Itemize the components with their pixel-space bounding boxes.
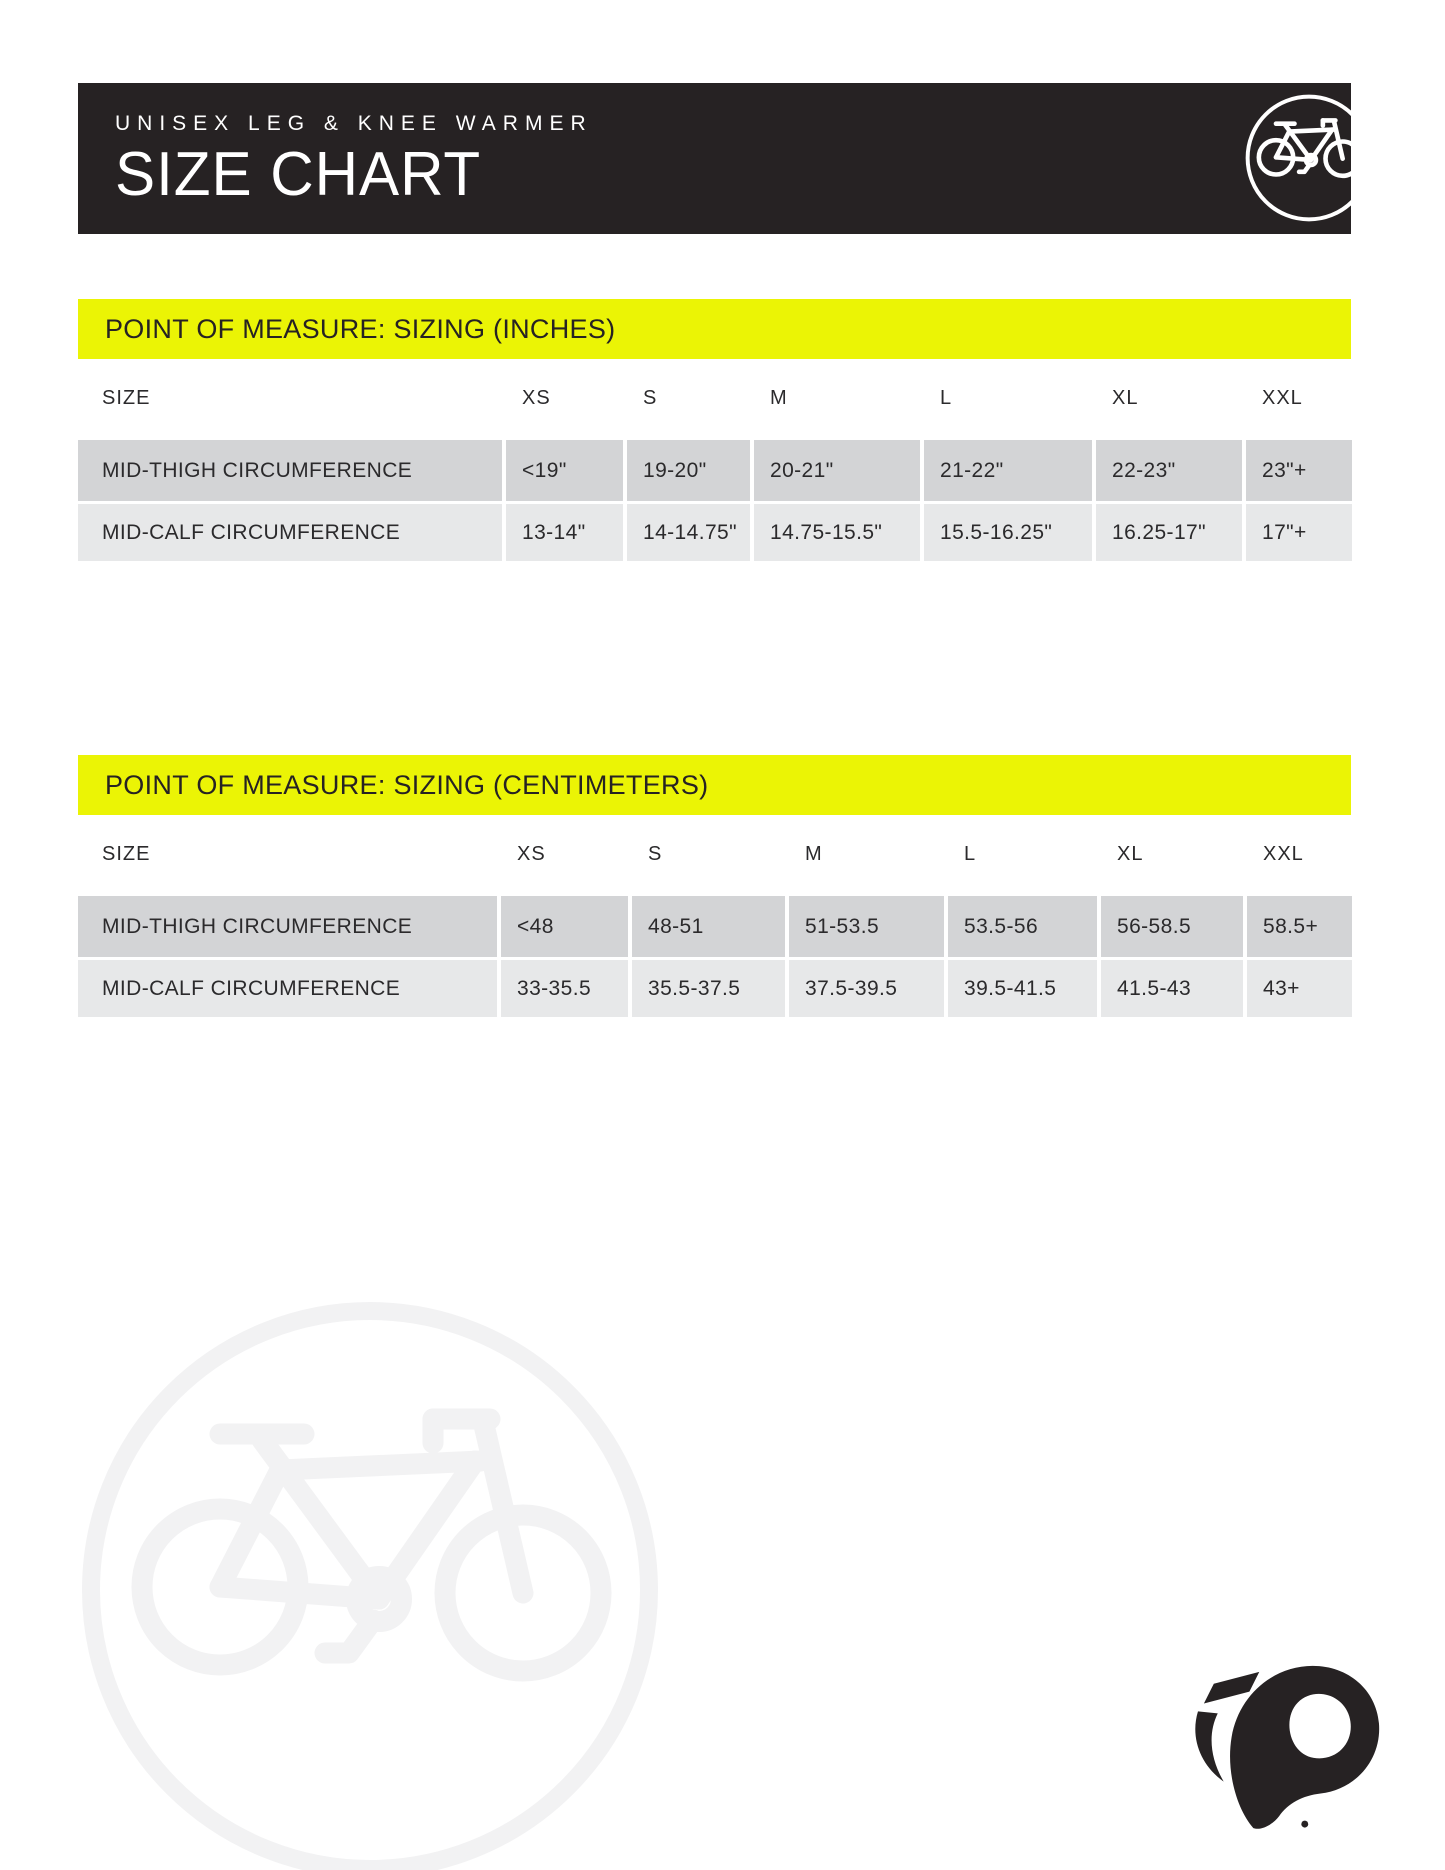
table-cell: 51-53.5 bbox=[789, 896, 944, 957]
table-cell: 35.5-37.5 bbox=[632, 960, 785, 1017]
column-header: XXL bbox=[1262, 386, 1303, 409]
header-bar bbox=[78, 83, 1351, 234]
table-cell: 39.5-41.5 bbox=[948, 960, 1097, 1017]
page-title: SIZE CHART bbox=[115, 139, 482, 209]
table-cell: 21-22" bbox=[924, 440, 1092, 501]
column-header: S bbox=[648, 842, 663, 865]
section-title: POINT OF MEASURE: SIZING (INCHES) bbox=[105, 313, 616, 344]
column-header: SIZE bbox=[102, 842, 151, 865]
bicycle-circle-icon bbox=[1243, 92, 1351, 224]
table-cell: <48 bbox=[501, 896, 628, 957]
table-cell: 20-21" bbox=[754, 440, 920, 501]
column-header: S bbox=[643, 386, 658, 409]
column-header: XXL bbox=[1263, 842, 1304, 865]
column-header: L bbox=[940, 386, 953, 409]
table-cell: 37.5-39.5 bbox=[789, 960, 944, 1017]
row-label: MID-CALF CIRCUMFERENCE bbox=[78, 504, 502, 561]
table-cell: 16.25-17" bbox=[1096, 504, 1242, 561]
table-cell: <19" bbox=[506, 440, 623, 501]
column-header: XS bbox=[522, 386, 551, 409]
product-subtitle: UNISEX LEG & KNEE WARMER bbox=[115, 111, 593, 135]
table-cell: 53.5-56 bbox=[948, 896, 1097, 957]
table-cell: 17"+ bbox=[1246, 504, 1352, 561]
table-cell: 23"+ bbox=[1246, 440, 1352, 501]
size-table-inches bbox=[78, 359, 1352, 561]
size-table-centimeters bbox=[78, 815, 1352, 1017]
table-cell: 14.75-15.5" bbox=[754, 504, 920, 561]
column-header: XL bbox=[1112, 386, 1139, 409]
table-cell: 22-23" bbox=[1096, 440, 1242, 501]
column-header: M bbox=[805, 842, 823, 865]
table-cell: 33-35.5 bbox=[501, 960, 628, 1017]
table-cell: 14-14.75" bbox=[627, 504, 750, 561]
table-cell: 48-51 bbox=[632, 896, 785, 957]
column-header: XL bbox=[1117, 842, 1144, 865]
pearl-izumi-logo bbox=[1186, 1656, 1384, 1834]
column-header: XS bbox=[517, 842, 546, 865]
section-header-centimeters bbox=[78, 755, 1351, 815]
table-cell: 58.5+ bbox=[1247, 896, 1352, 957]
column-header: M bbox=[770, 386, 788, 409]
table-cell: 43+ bbox=[1247, 960, 1352, 1017]
bicycle-watermark-icon bbox=[70, 1290, 670, 1870]
row-label: MID-THIGH CIRCUMFERENCE bbox=[78, 440, 502, 501]
row-label: MID-THIGH CIRCUMFERENCE bbox=[78, 896, 497, 957]
table-cell: 15.5-16.25" bbox=[924, 504, 1092, 561]
table-cell: 19-20" bbox=[627, 440, 750, 501]
section-title: POINT OF MEASURE: SIZING (CENTIMETERS) bbox=[105, 769, 709, 800]
column-header: SIZE bbox=[102, 386, 151, 409]
column-header: L bbox=[964, 842, 977, 865]
row-label: MID-CALF CIRCUMFERENCE bbox=[78, 960, 497, 1017]
table-cell: 41.5-43 bbox=[1101, 960, 1243, 1017]
section-header-inches bbox=[78, 299, 1351, 359]
table-cell: 13-14" bbox=[506, 504, 623, 561]
table-cell: 56-58.5 bbox=[1101, 896, 1243, 957]
